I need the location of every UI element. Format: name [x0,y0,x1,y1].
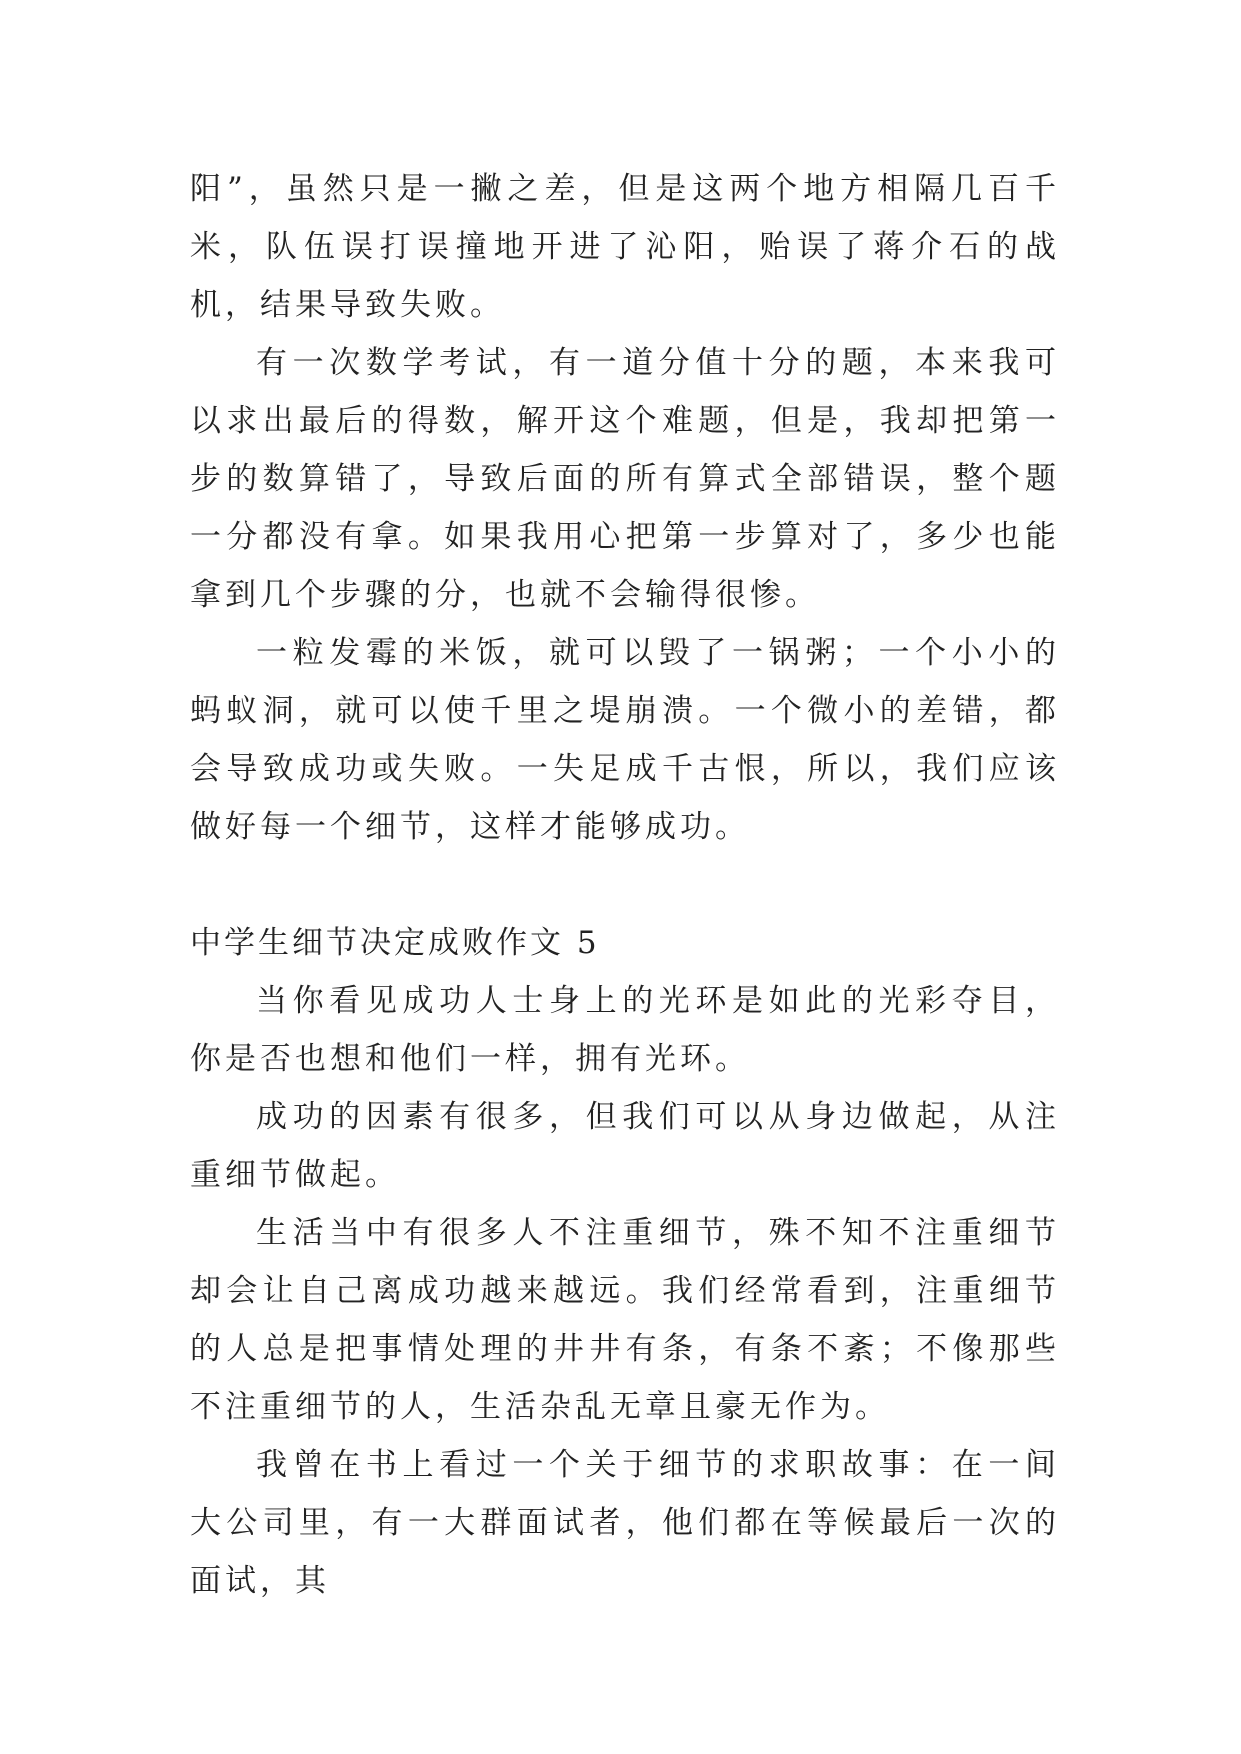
paragraph-7: 我曾在书上看过一个关于细节的求职故事：在一间大公司里，有一大群面试者，他们都在等候最后一次的面试，其 [190,1447,1060,1599]
paragraph-4: 当你看见成功人士身上的光环是如此的光彩夺目，你是否也想和他们一样，拥有光环。 [190,983,1060,1077]
paragraph-1: 阳”，虽然只是一撇之差，但是这两个地方相隔几百千米，队伍误打误撞地开进了沁阳，贻误了蒋介石的战机，结果导致失败。 [190,171,1060,323]
section-title: 中学生细节决定成败作文 5 [190,925,600,961]
paragraph-3: 一粒发霉的米饭，就可以毁了一锅粥；一个小小的蚂蚁洞，就可以使千里之堤崩溃。一个微小的差错，都会导致成功或失败。一失足成千古恨，所以，我们应该做好每一个细节，这样才能够成功。 [190,635,1060,845]
document-body [190,160,1060,1610]
paragraph-2: 有一次数学考试，有一道分值十分的题，本来我可以求出最后的得数，解开这个难题，但是，我却把第一步的数算错了，导致后面的所有算式全部错误，整个题一分都没有拿。如果我用心把第一步算对了，多少也能拿到几个步骤的分，也就不会输得很惨。 [190,345,1060,613]
paragraph-5: 成功的因素有很多，但我们可以从身边做起，从注重细节做起。 [190,1099,1060,1193]
paragraph-6: 生活当中有很多人不注重细节，殊不知不注重细节却会让自己离成功越来越远。我们经常看到，注重细节的人总是把事情处理的井井有条，有条不紊；不像那些不注重细节的人，生活杂乱无章且豪无作为。 [190,1215,1060,1425]
